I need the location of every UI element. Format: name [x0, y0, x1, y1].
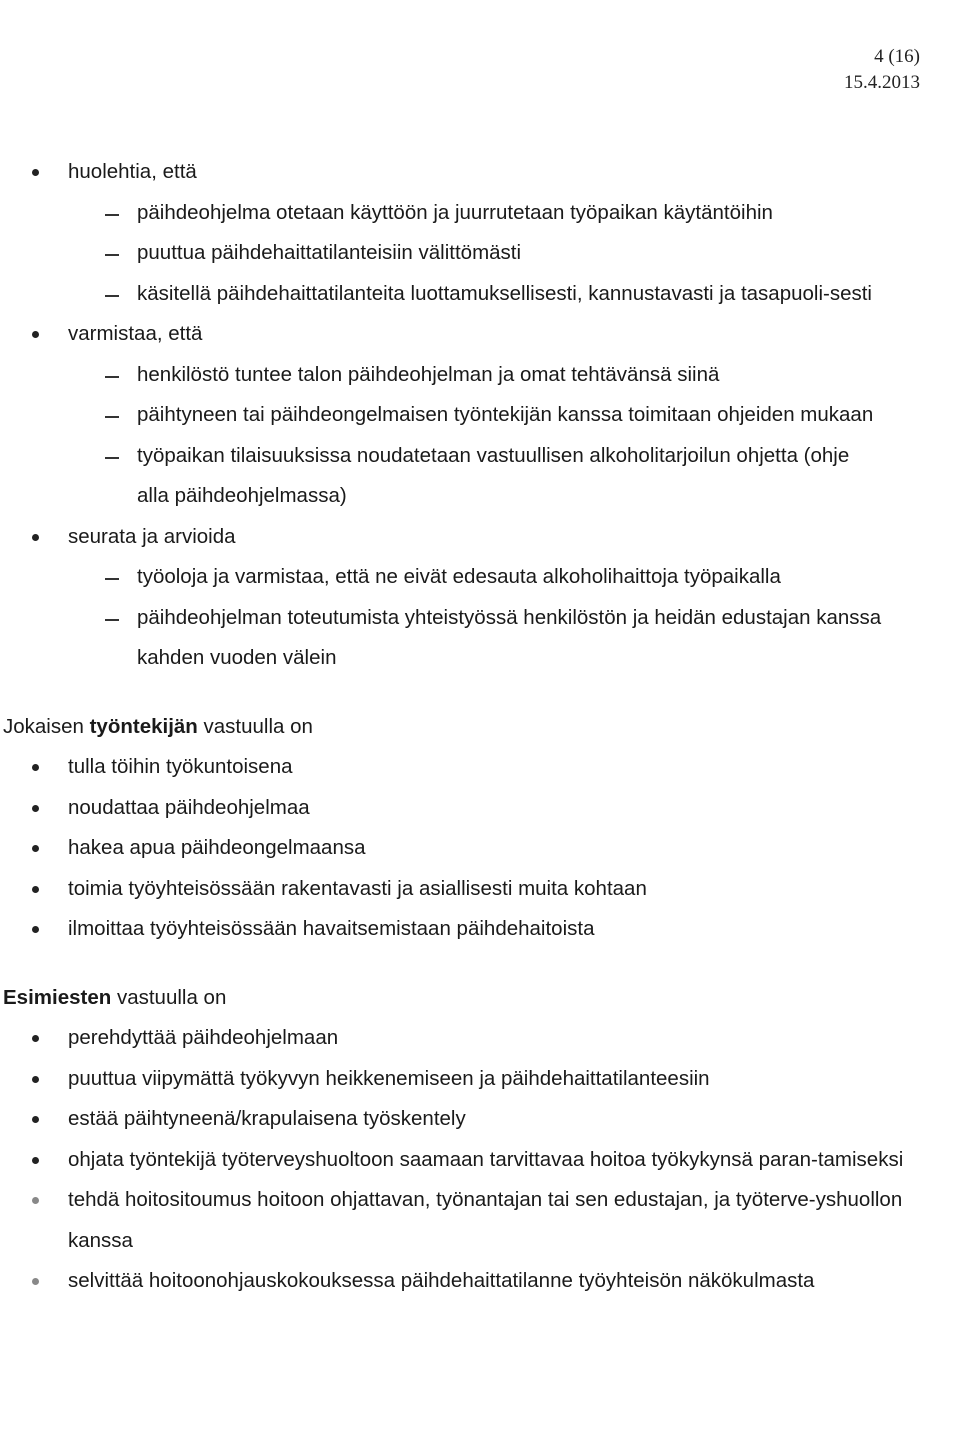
list-item: perehdyttää päihdeohjelmaan: [0, 1018, 930, 1059]
document-date: 15.4.2013: [844, 72, 920, 93]
sub-list-item: henkilöstö tuntee talon päihdeohjelman ja omat tehtävänsä siinä: [0, 355, 930, 396]
sub-list-item: puuttua päihdehaittatilanteisiin välittömästi: [0, 233, 930, 274]
employee-heading-suffix: vastuulla on: [197, 714, 313, 738]
sub-list-item: työoloja ja varmistaa, että ne eivät edesauta alkoholihaittoja työpaikalla: [0, 557, 930, 598]
page-header: [844, 44, 920, 96]
supervisors-heading-bold: Esimiesten: [3, 985, 112, 1009]
list-item: selvittää hoitoonohjauskokouksessa päihdehaittatilanne työyhteisön näkökulmasta: [0, 1261, 930, 1302]
employee-duties-list: [0, 747, 930, 950]
supervisors-heading: [0, 978, 930, 1019]
employee-heading-prefix: Jokaisen: [3, 714, 90, 738]
list-item: noudattaa päihdeohjelmaa: [0, 788, 930, 829]
list-item: ilmoittaa työyhteisössään havaitsemistaan päihdehaitoista: [0, 909, 930, 950]
list-item: seurata ja arvioida: [0, 517, 930, 558]
list-item: toimia työyhteisössään rakentavasti ja asiallisesti muita kohtaan: [0, 869, 930, 910]
sub-list-item: työpaikan tilaisuuksissa noudatetaan vastuullisen alkoholitarjoilun ohjetta (ohje alla päihdeohjelmassa): [0, 436, 882, 517]
employee-heading: [0, 707, 930, 748]
sub-list-item: päihdeohjelman toteutumista yhteistyössä henkilöstön ja heidän edustajan kanssa kahden vuoden välein: [0, 598, 897, 679]
list-item: tehdä hoitositoumus hoitoon ohjattavan, työnantajan tai sen edustajan, ja työterve-yshuollon kanssa: [0, 1180, 913, 1261]
supervisor-duties-list: [0, 1018, 930, 1302]
sub-list-item: päihdeohjelma otetaan käyttöön ja juurrutetaan työpaikan käytäntöihin: [0, 193, 930, 234]
employee-heading-bold: työntekijän: [89, 714, 198, 738]
document-body: [0, 152, 930, 1302]
sub-list-item: käsitellä päihdehaittatilanteita luottamuksellisesti, kannustavasti ja tasapuoli-sesti: [0, 274, 902, 315]
sub-list-item: päihtyneen tai päihdeongelmaisen työntekijän kanssa toimitaan ohjeiden mukaan: [0, 395, 882, 436]
list-item: ohjata työntekijä työterveyshuoltoon saamaan tarvittavaa hoitoa työkykynsä paran-tamiseksi: [0, 1140, 913, 1181]
supervisors-heading-suffix: vastuulla on: [111, 985, 227, 1009]
page-number: 4 (16): [874, 46, 920, 67]
list-item: hakea apua päihdeongelmaansa: [0, 828, 930, 869]
duties-list: [0, 152, 930, 679]
list-item: tulla töihin työkuntoisena: [0, 747, 930, 788]
list-item: puuttua viipymättä työkyvyn heikkenemiseen ja päihdehaittatilanteesiin: [0, 1059, 930, 1100]
list-item: huolehtia, että: [0, 152, 930, 193]
list-item: varmistaa, että: [0, 314, 930, 355]
list-item: estää päihtyneenä/krapulaisena työskentely: [0, 1099, 930, 1140]
